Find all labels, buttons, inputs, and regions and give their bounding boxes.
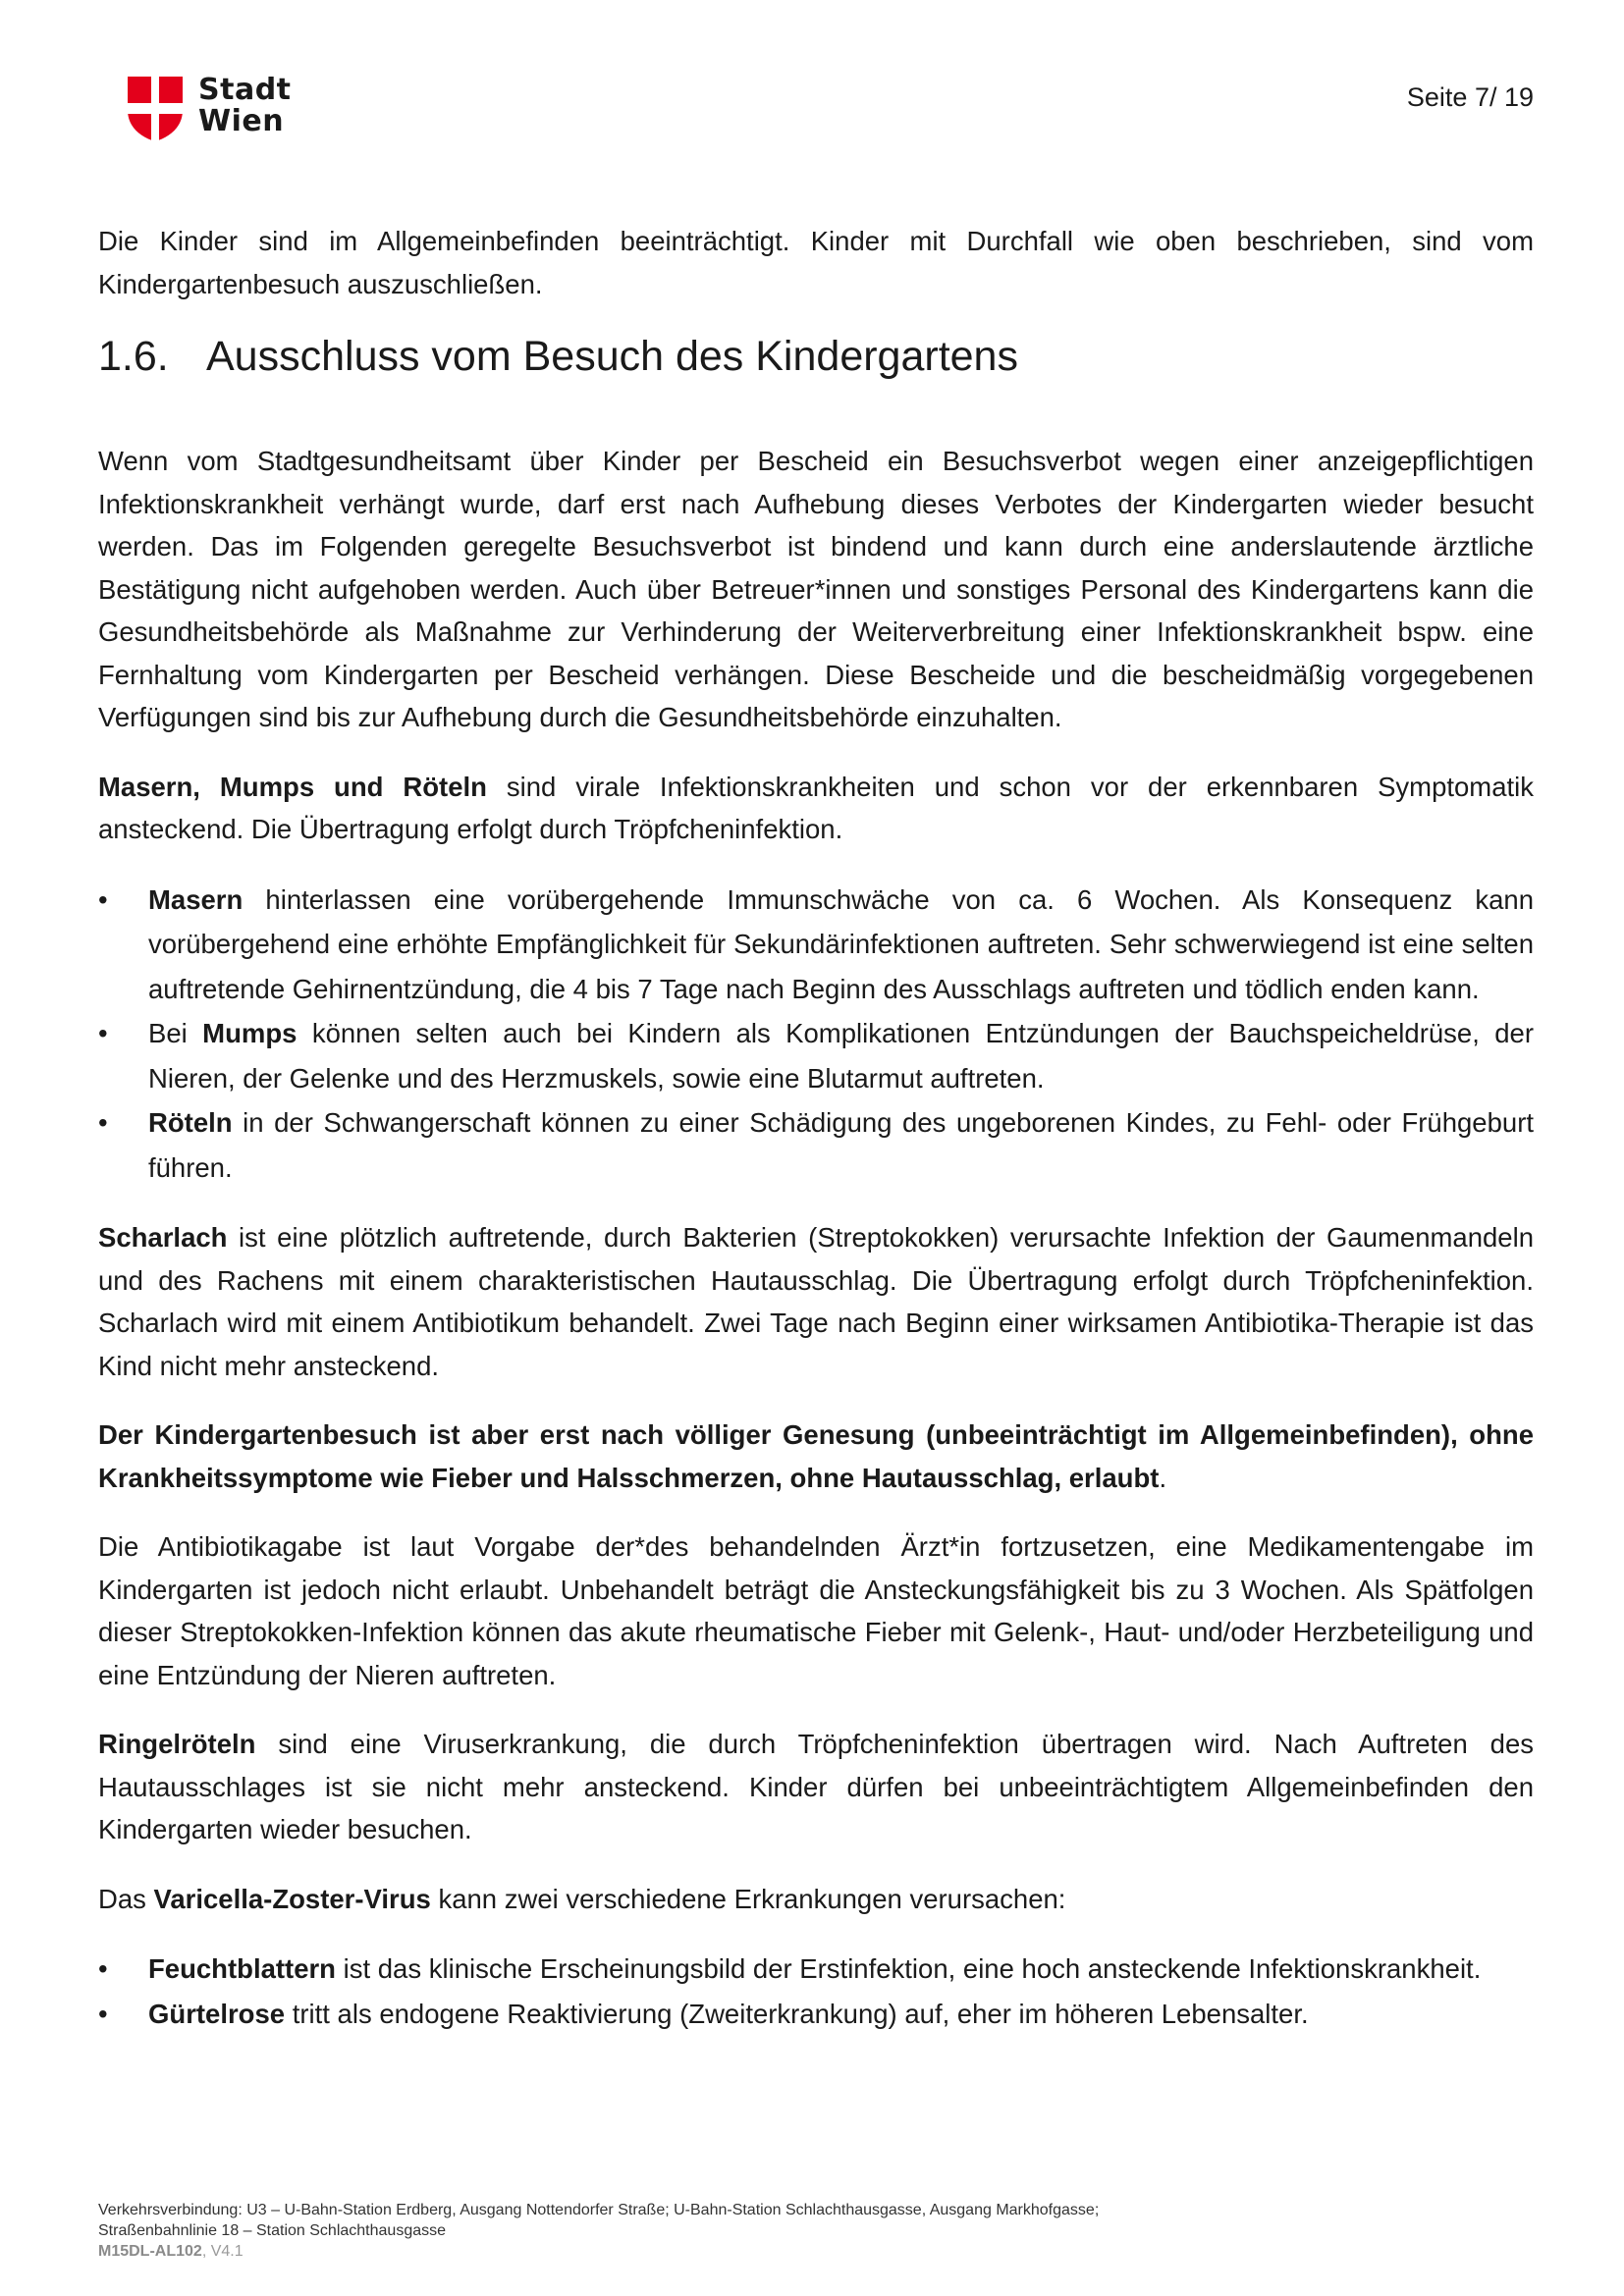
ringelroeteln-paragraph [98, 1723, 1534, 1851]
list-item-feuchtblattern [98, 1947, 1534, 1992]
paragraph-text: ist eine plötzlich auftretende, durch Bakterien (Streptokokken) verursachte Infektion der Gaumenmandeln und des Rachens mit einem charakteristischen Hautausschlag. Die Übertragung erfolgt durch Tröpfcheninfektion. Scharlach wird mit einem Antibiotikum behandelt. Zwei Tage nach Beginn einer wirksamen Antibiotika-Therapie ist das Kind nicht mehr ansteckend. [98, 1222, 1534, 1381]
list-item-text: ist das klinische Erscheinungsbild der Erstinfektion, eine hoch ansteckende Infektionskrankheit. [335, 1953, 1482, 1984]
logo-line-stadt: Stadt [198, 73, 292, 107]
term-roeteln: Röteln [148, 1107, 233, 1138]
paragraph-text: kann zwei verschiedene Erkrankungen verursachen: [430, 1883, 1066, 1914]
term-feuchtblattern: Feuchtblattern [148, 1953, 336, 1984]
term-mumps: Mumps [202, 1018, 298, 1048]
footer-transport-line1: Verkehrsverbindung: U3 – U-Bahn-Station Erdberg, Ausgang Nottendorfer Straße; U-Bahn-Station Schlachthausgasse, Ausgang Markhofgasse; [98, 2202, 1100, 2218]
paragraph-text: sind eine Viruserkrankung, die durch Tröpfcheninfektion übertragen wird. Nach Auftreten des Hautausschlages ist sie nicht mehr ansteckend. Kinder dürfen bei unbeeinträchtigtem Allgemeinbefinden den Kindergarten wieder besuchen. [98, 1729, 1534, 1844]
logo-line-wien: Wien [198, 104, 285, 138]
doc-code: M15DL-AL102 [98, 2243, 202, 2260]
viral-diseases-paragraph [98, 766, 1534, 851]
list-item-text: hinterlassen eine vorübergehende Immunschwäche von ca. 6 Wochen. Als Konsequenz kann vorübergehend eine erhöhte Empfänglichkeit für Sekundärinfektionen auftreten. Sehr schwerwiegend ist eine selten auftretende Gehirnentzündung, die 4 bis 7 Tage nach Beginn des Ausschlags auftreten und tödlich enden kann. [148, 883, 1534, 1004]
kindergarten-visit-paragraph [98, 1414, 1534, 1499]
varicella-list [98, 1947, 1534, 2036]
footer-transport-line2: Straßenbahnlinie 18 – Station Schlachthausgasse [98, 2222, 447, 2239]
stadt-wien-logo [128, 73, 295, 145]
bullet: • [98, 1107, 108, 1138]
list-item-masern [98, 878, 1534, 1012]
paragraph-text: . [1159, 1462, 1167, 1493]
term-guertelrose: Gürtelrose [148, 1998, 286, 2029]
term-ringelroeteln: Ringelröteln [98, 1729, 256, 1759]
section-title: Ausschluss vom Besuch des Kindergartens [206, 333, 1018, 380]
page-number: Seite 7/ 19 [1406, 82, 1534, 112]
section-number: 1.6. [98, 333, 169, 380]
term-varicella: Varicella-Zoster-Virus [153, 1883, 431, 1914]
section-heading [98, 332, 1534, 381]
list-item-text: Bei [148, 1018, 203, 1048]
scharlach-paragraph [98, 1216, 1534, 1387]
list-item-guertelrose [98, 1992, 1534, 2037]
bold-statement: Der Kindergartenbesuch ist aber erst nach völliger Genesung (unbeeinträchtigt im Allgemeinbefinden), ohne Krankheitssymptome wie Fieber und Halsschmerzen, ohne Hautausschlag, erlaubt [98, 1419, 1534, 1493]
paragraph-text: Das [98, 1883, 154, 1914]
logo-text [198, 75, 292, 137]
list-item-text: in der Schwangerschaft können zu einer Schädigung des ungeborenen Kindes, zu Fehl- oder Frühgeburt führen. [148, 1107, 1534, 1183]
list-item-mumps [98, 1011, 1534, 1100]
term-masern: Masern [148, 883, 244, 915]
antibiotics-paragraph: Die Antibiotikagabe ist laut Vorgabe der*des behandelnden Ärzt*in fortzusetzen, eine Medikamentengabe im Kindergarten ist jedoch nicht erlaubt. Unbehandelt beträgt die Ansteckungsfähigkeit bis zu 3 Wochen. Als Spätfolgen dieser Streptokokken-Infektion können das akute rheumatische Fieber mit Gelenk-, Haut- und/oder Herzbeteiligung und eine Entzündung der Nieren auftreten. [98, 1531, 1534, 1690]
list-item-text: können selten auch bei Kindern als Komplikationen Entzündungen der Bauchspeicheldrüse, der Nieren, der Gelenke und des Herzmuskels, sowie eine Blutarmut auftreten. [148, 1018, 1534, 1094]
page-footer [98, 2200, 1099, 2262]
document-body [98, 220, 1534, 2062]
list-item-roeteln [98, 1100, 1534, 1190]
viral-diseases-list [98, 878, 1534, 1191]
bullet: • [98, 883, 108, 915]
list-item-text: tritt als endogene Reaktivierung (Zweiterkrankung) auf, eher im höheren Lebensalter. [285, 1998, 1309, 2029]
varicella-paragraph [98, 1878, 1534, 1921]
bullet: • [98, 1998, 108, 2029]
paragraph-text: sind virale Infektionskrankheiten und schon vor der erkennbaren Symptomatik ansteckend. Die Übertragung erfolgt durch Tröpfcheninfektion. [98, 771, 1535, 844]
term-measles-mumps-rubella: Masern, Mumps und Röteln [98, 771, 487, 802]
footer-doc-code [98, 2241, 1099, 2262]
term-scharlach: Scharlach [98, 1222, 228, 1253]
doc-version: , V4.1 [201, 2243, 244, 2260]
intro-paragraph: Die Kinder sind im Allgemeinbefinden beeinträchtigt. Kinder mit Durchfall wie oben beschrieben, sind vom Kindergartenbesuch auszuschließen. [98, 226, 1534, 299]
bullet: • [98, 1018, 108, 1048]
bullet: • [98, 1953, 108, 1984]
vienna-coat-of-arms-icon [128, 77, 183, 141]
exclusion-paragraph: Wenn vom Stadtgesundheitsamt über Kinder per Bescheid ein Besuchsverbot wegen einer anzeigepflichtigen Infektionskrankheit verhängt wurde, darf erst nach Aufhebung dieses Verbotes der Kindergarten wieder besucht werden. Das im Folgenden geregelte Besuchsverbot ist bindend und kann durch eine anderslautende ärztliche Bestätigung nicht aufgehoben werden. Auch über Betreuer*innen und sonstiges Personal des Kindergartens kann die Gesundheitsbehörde als Maßnahme zur Verhinderung der Weiterverbreitung einer Infektionskrankheit bspw. eine Fernhaltung vom Kindergarten per Bescheid verhängen. Diese Bescheide und die bescheidmäßig vorgegebenen Verfügungen sind bis zur Aufhebung durch die Gesundheitsbehörde einzuhalten. [98, 446, 1534, 732]
